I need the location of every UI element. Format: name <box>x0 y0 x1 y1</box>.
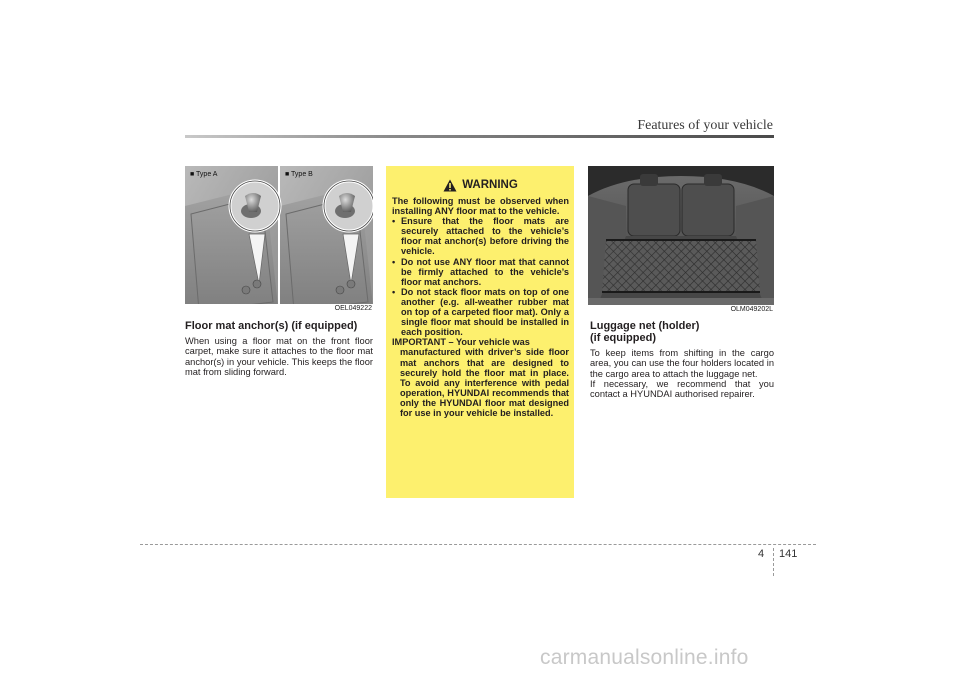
warning-bullet-text: Do not stack floor mats on top of one another (e.g. all-weather rubber mat on top of a carpeted floor mat). Only a single floor mat should be installed in each position. <box>401 286 569 338</box>
floor-mat-body: When using a floor mat on the front floor carpet, make sure it attaches to the floor mat anchor(s) in your vehicle. This keeps the floor mat from sliding forward. <box>185 336 373 377</box>
watermark: carmanualsonline.info <box>540 646 749 669</box>
warning-header <box>392 174 569 196</box>
footer-rule <box>140 544 816 545</box>
warning-bullet-text: Ensure that the floor mats are securely attached to the vehicle’s floor mat anchor(s) before driving the vehicle. <box>401 216 569 257</box>
page-number: 141 <box>779 548 798 560</box>
luggage-net-body-2: If necessary, we recommend that you contact a HYUNDAI authorised repairer. <box>590 378 774 400</box>
luggage-net-image-code: OLM049202L <box>730 306 773 313</box>
floor-mat-heading: Floor mat anchor(s) (if equipped) <box>185 320 358 332</box>
floor-mat-illustration <box>185 166 373 316</box>
warning-bullet-text: Do not use ANY floor mat that cannot be firmly attached to the vehicle’s floor mat anchors. <box>401 256 569 287</box>
chapter-number: 4 <box>758 548 765 560</box>
luggage-net-heading-line2: (if equipped) <box>590 332 656 344</box>
section-title: Features of your vehicle <box>637 118 773 133</box>
luggage-net-illustration <box>588 166 774 316</box>
bullet-marker: • <box>392 216 396 227</box>
warning-intro: The following must be observed when installing ANY floor mat to the vehicle. <box>392 196 569 217</box>
warning-triangle-icon <box>443 179 457 192</box>
bullet-marker: • <box>392 256 396 267</box>
warning-bullet <box>392 257 569 287</box>
type-a-label: ■ Type A <box>190 171 218 178</box>
warning-title: WARNING <box>462 179 518 191</box>
luggage-net-body <box>590 348 774 399</box>
warning-box <box>386 166 574 498</box>
floor-mat-image-code: OEL049222 <box>334 305 372 312</box>
luggage-net-photo <box>588 166 774 316</box>
important-body: manufactured with driver’s side floor mat anchors that are designed to securely hold the floor mat in place. To avoid any interference with pedal operation, HYUNDAI recommends that only the HYUNDAI floor mat designed for use in your vehicle be installed. <box>400 347 569 418</box>
warning-bullet <box>392 287 569 337</box>
luggage-net-body-1: To keep items from shifting in the cargo area, you can use the four holders located in the cargo area to attach the luggage net. <box>590 348 774 379</box>
luggage-net-heading <box>590 320 776 344</box>
bullet-marker: • <box>392 286 396 297</box>
important-head: IMPORTANT – Your vehicle was <box>392 337 530 348</box>
luggage-net-heading-line1: Luggage net (holder) <box>590 320 700 332</box>
floor-mat-photo <box>185 166 373 316</box>
page-separator <box>773 548 774 576</box>
warning-bullet <box>392 216 569 256</box>
type-b-label: ■ Type B <box>285 171 313 178</box>
header-rule <box>185 135 774 138</box>
